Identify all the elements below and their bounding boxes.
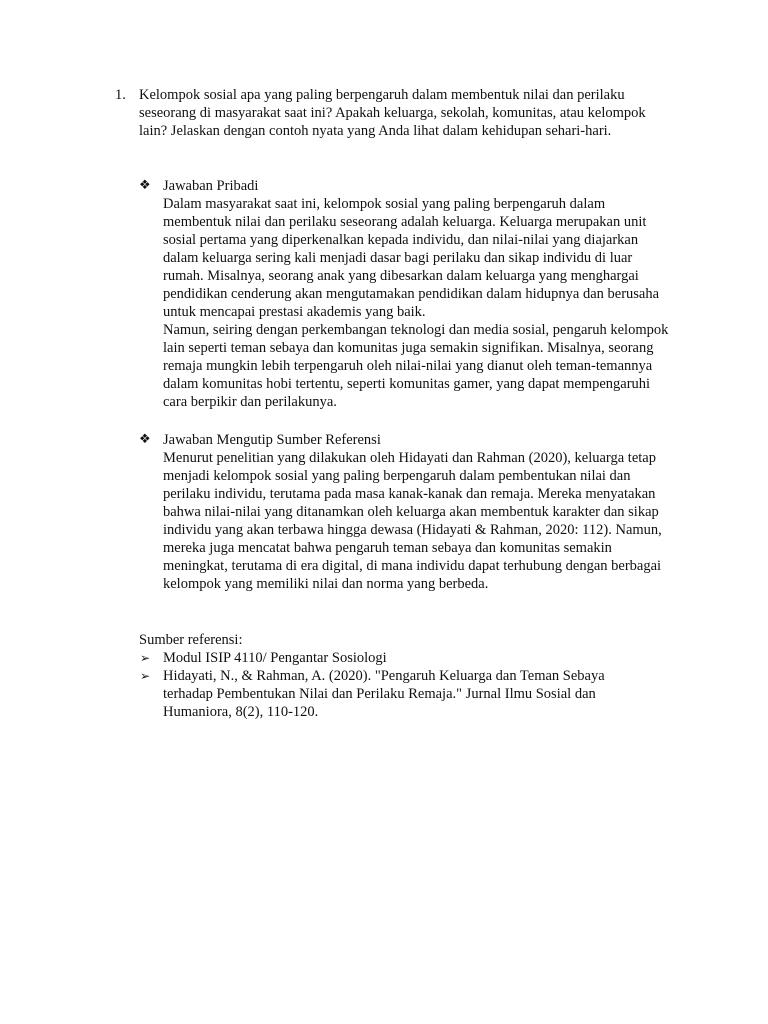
source-item xyxy=(139,667,658,721)
diamond-bullet-icon: ❖ xyxy=(139,432,151,447)
reference-answer-title: Jawaban Mengutip Sumber Referensi xyxy=(163,432,381,448)
sources-section xyxy=(139,631,679,721)
question-number: 1. xyxy=(115,87,126,103)
reference-answer-section xyxy=(139,431,679,593)
arrow-bullet-icon: ➢ xyxy=(140,651,151,665)
source-item xyxy=(139,649,658,667)
question-item xyxy=(115,86,675,140)
personal-answer-body xyxy=(163,195,675,411)
sources-heading: Sumber referensi: xyxy=(139,632,243,648)
personal-answer-section xyxy=(139,177,679,411)
reference-answer-body xyxy=(163,449,675,593)
personal-answer-paragraph: Namun, seiring dengan perkembangan teknologi dan media sosial, pengaruh kelompok lain seperti teman sebaya dan komunitas juga semakin signifikan. Misalnya, seorang remaja mungkin lebih terpengaruh oleh nilai-nilai yang dianut oleh teman-temannya dalam komunitas hobi tertentu, seperti komunitas gamer, yang dapat mempengaruhi cara berpikir dan perilakunya. xyxy=(163,322,669,410)
personal-answer-title: Jawaban Pribadi xyxy=(163,178,259,194)
diamond-bullet-icon: ❖ xyxy=(139,178,151,193)
source-text: Modul ISIP 4110/ Pengantar Sosiologi xyxy=(163,650,387,666)
question-text: Kelompok sosial apa yang paling berpengaruh dalam membentuk nilai dan perilaku seseorang di masyarakat saat ini? Apakah keluarga, sekolah, komunitas, atau kelompok lain? Jelaskan dengan contoh nyata yang Anda lihat dalam kehidupan sehari-hari. xyxy=(139,87,646,139)
sources-list xyxy=(139,649,679,721)
reference-answer-paragraph: Menurut penelitian yang dilakukan oleh Hidayati dan Rahman (2020), keluarga tetap menjadi kelompok sosial yang paling berpengaruh dalam pembentukan nilai dan perilaku individu, terutama pada masa kanak-kanak dan remaja. Mereka menyatakan bahwa nilai-nilai yang ditanamkan oleh keluarga akan membentuk karakter dan sikap individu yang akan terbawa hingga dewasa (Hidayati & Rahman, 2020: 112). Namun, mereka juga mencatat bahwa pengaruh teman sebaya dan komunitas semakin meningkat, terutama di era digital, di mana individu dapat terhubung dengan berbagai kelompok yang memiliki nilai dan norma yang berbeda. xyxy=(163,450,662,592)
personal-answer-paragraph: Dalam masyarakat saat ini, kelompok sosial yang paling berpengaruh dalam membentuk nilai dan perilaku seseorang adalah keluarga. Keluarga merupakan unit sosial pertama yang diperkenalkan kepada individu, dan nilai-nilai yang diajarkan dalam keluarga sering kali menjadi dasar bagi perilaku dan sikap individu di luar rumah. Misalnya, seorang anak yang dibesarkan dalam keluarga yang menghargai pendidikan cenderung akan mengutamakan pendidikan dalam hidupnya dan berusaha untuk mencapai prestasi akademis yang baik. xyxy=(163,196,660,320)
arrow-bullet-icon: ➢ xyxy=(140,669,151,683)
source-text: Hidayati, N., & Rahman, A. (2020). "Pengaruh Keluarga dan Teman Sebaya terhadap Pembentukan Nilai dan Perilaku Remaja." Jurnal Ilmu Sosial dan Humaniora, 8(2), 110-120. xyxy=(163,668,605,720)
